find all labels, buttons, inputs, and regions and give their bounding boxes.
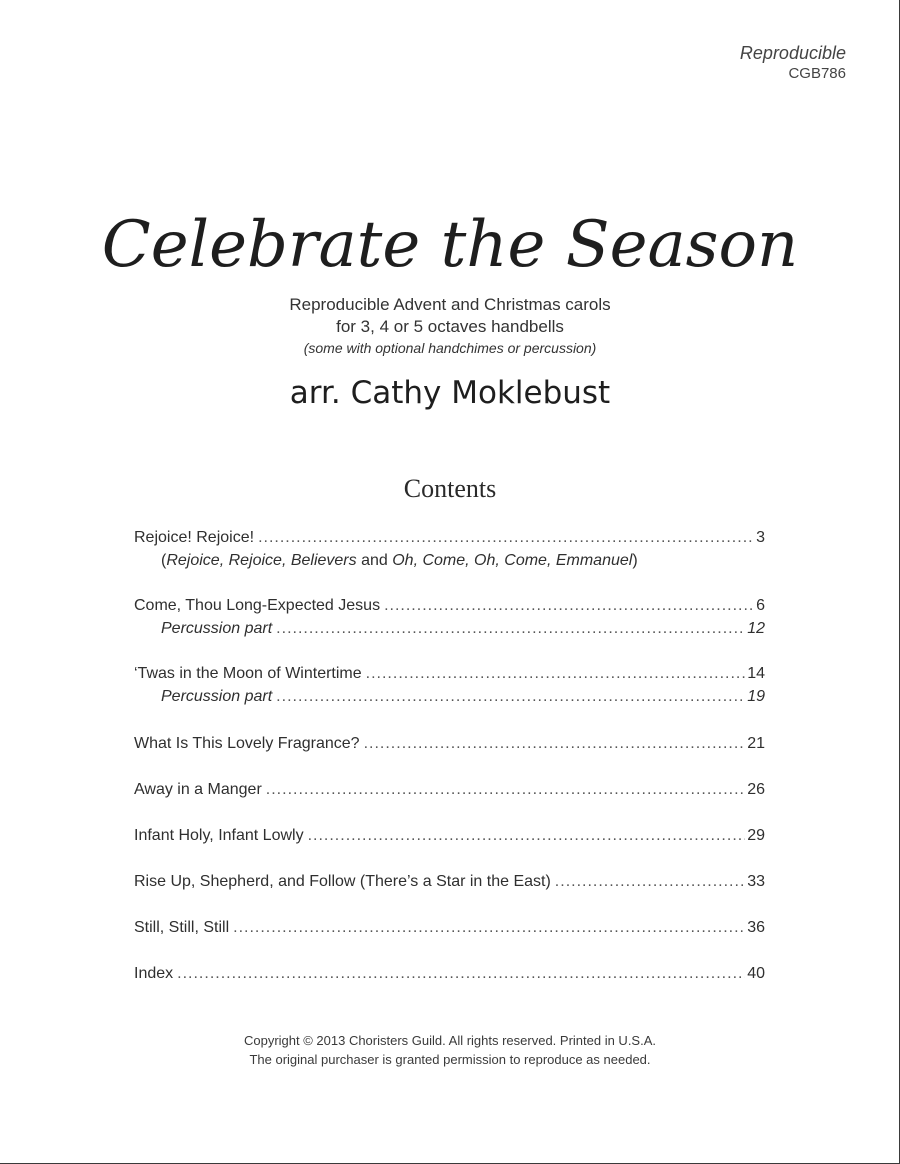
toc-entry bbox=[134, 870, 765, 893]
copyright-footer bbox=[0, 1031, 900, 1069]
toc-entry-page: 3 bbox=[756, 529, 765, 546]
toc-group bbox=[134, 824, 765, 870]
toc-subentry-page: 12 bbox=[747, 620, 765, 637]
toc-leader-dots bbox=[276, 685, 745, 708]
copyright-line: Copyright © 2013 Choristers Guild. All rights reserved. Printed in U.S.A. bbox=[243, 1033, 657, 1048]
toc-leader-dots bbox=[266, 778, 745, 801]
reproducible-label: Reproducible bbox=[739, 43, 846, 63]
toc-subentry bbox=[134, 617, 765, 640]
contents-heading: Contents bbox=[403, 474, 497, 503]
toc-entry-page: 26 bbox=[747, 781, 765, 798]
subtitle-line-1: Reproducible Advent and Christmas carols bbox=[289, 295, 611, 314]
toc-group bbox=[134, 870, 765, 916]
toc-entry bbox=[134, 916, 765, 939]
toc-leader-dots bbox=[555, 870, 745, 893]
permission-line: The original purchaser is granted permission to reproduce as needed. bbox=[249, 1052, 651, 1067]
toc-leader-dots bbox=[276, 617, 745, 640]
toc-note-part-2: Oh, Come, Oh, Come, Emmanuel bbox=[392, 552, 633, 569]
toc-subentry bbox=[134, 685, 765, 708]
toc-entry-note bbox=[134, 549, 765, 572]
toc-group bbox=[134, 778, 765, 824]
toc-entry-title: Rise Up, Shepherd, and Follow (There’s a Star in the East) bbox=[134, 873, 551, 890]
toc-note-and: and bbox=[356, 552, 393, 569]
catalog-code: CGB786 bbox=[788, 65, 846, 82]
toc-entry-title: Still, Still, Still bbox=[134, 919, 230, 936]
subtitle-block bbox=[0, 294, 900, 358]
toc-note-part-1: Rejoice, Rejoice, Believers bbox=[166, 552, 357, 569]
toc-entry-title: Away in a Manger bbox=[134, 781, 262, 798]
toc-entry-title: Come, Thou Long-Expected Jesus bbox=[134, 597, 381, 614]
arranger: arr. Cathy Moklebust bbox=[289, 375, 611, 411]
toc-leader-dots bbox=[364, 732, 746, 755]
toc-entry-page: 33 bbox=[747, 873, 765, 890]
toc-entry bbox=[134, 526, 765, 549]
toc-entry bbox=[134, 962, 765, 985]
toc-group bbox=[134, 732, 765, 778]
subtitle-note: (some with optional handchimes or percussion) bbox=[303, 340, 597, 356]
toc-entry-page: 6 bbox=[756, 597, 765, 614]
toc-note-close: ) bbox=[632, 552, 638, 569]
toc-entry-title: What Is This Lovely Fragrance? bbox=[134, 735, 360, 752]
toc-entry-title: Infant Holy, Infant Lowly bbox=[134, 827, 304, 844]
toc-entry-title: ‘Twas in the Moon of Wintertime bbox=[134, 665, 362, 682]
table-of-contents bbox=[134, 526, 765, 1008]
toc-entry-page: 36 bbox=[747, 919, 765, 936]
toc-entry-title: Index bbox=[134, 965, 174, 982]
toc-leader-dots bbox=[308, 824, 746, 847]
toc-leader-dots bbox=[384, 594, 754, 617]
toc-subentry-title: Percussion part bbox=[161, 688, 273, 705]
toc-group bbox=[134, 962, 765, 1008]
toc-entry-page: 14 bbox=[747, 665, 765, 682]
toc-leader-dots bbox=[233, 916, 745, 939]
page-title: Celebrate the Season bbox=[101, 208, 799, 282]
toc-entry-title: Rejoice! Rejoice! bbox=[134, 529, 255, 546]
toc-entry-page: 29 bbox=[747, 827, 765, 844]
toc-leader-dots bbox=[258, 526, 754, 549]
toc-leader-dots bbox=[366, 662, 746, 685]
toc-group bbox=[134, 916, 765, 962]
toc-subentry-page: 19 bbox=[747, 688, 765, 705]
toc-entry-page: 40 bbox=[747, 965, 765, 982]
toc-note-open: ( bbox=[161, 552, 167, 569]
toc-entry bbox=[134, 824, 765, 847]
toc-group bbox=[134, 594, 765, 662]
toc-group bbox=[134, 662, 765, 732]
toc-entry bbox=[134, 732, 765, 755]
toc-entry bbox=[134, 594, 765, 617]
toc-entry-page: 21 bbox=[747, 735, 765, 752]
toc-entry bbox=[134, 778, 765, 801]
subtitle-line-2: for 3, 4 or 5 octaves handbells bbox=[336, 317, 564, 336]
toc-entry bbox=[134, 662, 765, 685]
header bbox=[740, 42, 846, 84]
toc-subentry-title: Percussion part bbox=[161, 620, 273, 637]
toc-leader-dots bbox=[177, 962, 745, 985]
toc-group bbox=[134, 526, 765, 594]
